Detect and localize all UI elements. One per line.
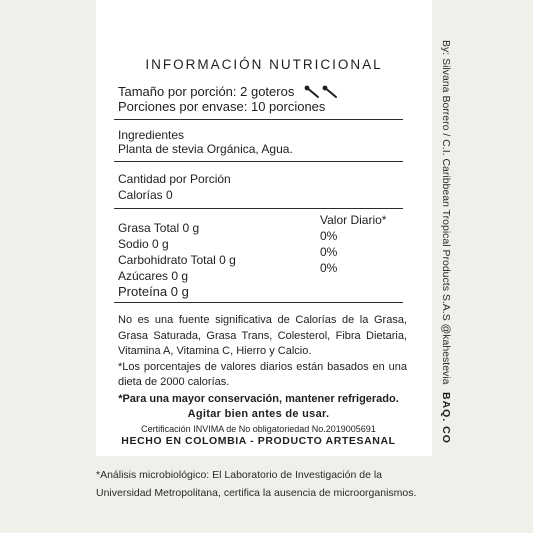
daily-values [320, 212, 386, 276]
divider [114, 302, 403, 303]
label-title: INFORMACIÓN NUTRICIONAL [145, 57, 383, 72]
dropper-icon [304, 85, 320, 99]
nutrient-names [118, 220, 236, 300]
daily-value-heading: Valor Diario* [320, 213, 387, 227]
invima-certification: Certificación INVIMA de No obligatoriedad No.2019005691 [141, 424, 376, 434]
side-credit: By: Silvana Borrero / C.I. Caribbean Tropical Products S.A.S @kahestevia [440, 40, 452, 385]
note-daily-values: *Los porcentajes de valores diarios están basados en una dieta de 2000 calorías. [118, 360, 407, 388]
nutrition-label [96, 0, 432, 456]
nutrition-notes [118, 313, 407, 391]
nutrient-name: Grasa Total 0 g [118, 221, 200, 235]
conservation-note [114, 392, 403, 422]
note-significance: No es una fuente significativa de Calorías de la Grasa, Grasa Saturada, Grasa Trans, Colesterol, Fibra Dietaria, Vitamina A, Vitamina C, Hierro y Calcio. [118, 314, 407, 357]
servings-per-container: Porciones por envase: 10 porciones [118, 99, 326, 114]
conservation-line: *Para una mayor conservación, mantener refrigerado. [118, 393, 399, 405]
divider [114, 161, 403, 162]
ingredients-text: Planta de stevia Orgánica, Agua. [118, 142, 293, 156]
nutrient-name: Proteína 0 g [118, 284, 189, 299]
side-text [424, 40, 464, 444]
nutrient-name: Carbohidrato Total 0 g [118, 253, 236, 267]
serving-size: Tamaño por porción: 2 goteros [118, 84, 295, 99]
calories: Calorías 0 [118, 188, 173, 202]
amount-heading: Cantidad por Porción [118, 172, 231, 186]
divider [114, 119, 403, 120]
serving-info [118, 84, 338, 114]
dropper-icons [304, 85, 338, 99]
daily-value: 0% [320, 245, 338, 259]
nutrient-name: Sodio 0 g [118, 237, 169, 251]
side-location: BAQ. CO [440, 392, 452, 444]
microbiology-footnote: *Análisis microbiológico: El Laboratorio de Investigación de la Universidad Metropolitana, certifica la ausencia de microorganismos. [96, 469, 417, 499]
amount-per-serving [118, 171, 231, 203]
ingredients [118, 128, 293, 156]
shake-instruction: Agitar bien antes de usar. [187, 408, 330, 420]
made-in-colombia: HECHO EN COLOMBIA - PRODUCTO ARTESANAL [121, 435, 396, 447]
daily-value: 0% [320, 261, 338, 275]
ingredients-heading: Ingredientes [118, 128, 185, 142]
divider [114, 208, 403, 209]
dropper-icon [322, 85, 338, 99]
daily-value: 0% [320, 229, 338, 243]
nutrient-name: Azúcares 0 g [118, 269, 189, 283]
